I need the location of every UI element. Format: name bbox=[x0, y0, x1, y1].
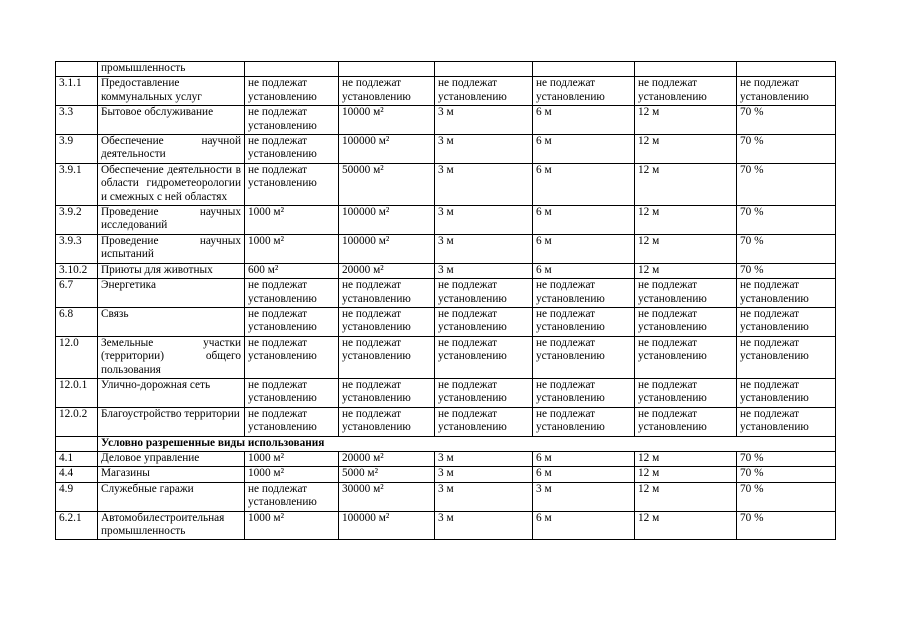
coverage-cell: не подлежат установлению bbox=[737, 378, 836, 407]
setback-cell: 6 м bbox=[533, 467, 635, 482]
height-cell: не подлежат установлению bbox=[635, 378, 737, 407]
value-cell bbox=[737, 62, 836, 77]
use-name-cell: Магазины bbox=[98, 467, 245, 482]
value-cell bbox=[435, 62, 533, 77]
height-cell: не подлежат установлению bbox=[635, 307, 737, 336]
max-area-cell: не подлежат установлению bbox=[339, 307, 435, 336]
height-cell: 12 м bbox=[635, 206, 737, 235]
value-cell bbox=[339, 62, 435, 77]
coverage-cell: 70 % bbox=[737, 482, 836, 511]
setback-cell: 6 м bbox=[533, 511, 635, 540]
max-area-cell: 20000 м² bbox=[339, 451, 435, 466]
coverage-cell: 70 % bbox=[737, 263, 836, 278]
use-name-cell: Благоустройство территории bbox=[98, 407, 245, 436]
coverage-cell: не подлежат установлению bbox=[737, 279, 836, 308]
setback-cell: не подлежат установлению bbox=[533, 407, 635, 436]
height-cell: не подлежат установлению bbox=[635, 77, 737, 106]
use-name-cell: Улично-дорожная сеть bbox=[98, 378, 245, 407]
setback-cell: не подлежат установлению bbox=[435, 378, 533, 407]
table-row bbox=[56, 106, 836, 135]
table-row bbox=[56, 451, 836, 466]
use-name-cell: промышленность bbox=[98, 62, 245, 77]
setback-cell: не подлежат установлению bbox=[533, 77, 635, 106]
use-name-cell: Предоставление коммунальных услуг bbox=[98, 77, 245, 106]
coverage-cell: 70 % bbox=[737, 511, 836, 540]
code-cell: 12.0.2 bbox=[56, 407, 98, 436]
use-name-cell: Энергетика bbox=[98, 279, 245, 308]
code-cell: 4.4 bbox=[56, 467, 98, 482]
value-cell bbox=[635, 62, 737, 77]
height-cell: не подлежат установлению bbox=[635, 407, 737, 436]
use-name-cell: Проведение научных исследований bbox=[98, 206, 245, 235]
value-cell bbox=[245, 62, 339, 77]
code-cell: 12.0.1 bbox=[56, 378, 98, 407]
height-cell: 12 м bbox=[635, 482, 737, 511]
code-cell: 12.0 bbox=[56, 336, 98, 378]
max-area-cell: 100000 м² bbox=[339, 135, 435, 164]
table-row bbox=[56, 511, 836, 540]
section-title: Условно разрешенные виды использования bbox=[98, 436, 836, 451]
table-row bbox=[56, 307, 836, 336]
table-row bbox=[56, 135, 836, 164]
setback-cell: не подлежат установлению bbox=[435, 279, 533, 308]
max-area-cell: 5000 м² bbox=[339, 467, 435, 482]
coverage-cell: 70 % bbox=[737, 135, 836, 164]
zoning-table-container bbox=[55, 61, 836, 540]
use-name-cell: Приюты для животных bbox=[98, 263, 245, 278]
max-area-cell: не подлежат установлению bbox=[339, 279, 435, 308]
section-code-cell bbox=[56, 436, 98, 451]
height-cell: 12 м bbox=[635, 163, 737, 205]
setback-cell: 3 м bbox=[435, 135, 533, 164]
setback-cell: 6 м bbox=[533, 163, 635, 205]
height-cell: 12 м bbox=[635, 234, 737, 263]
min-area-cell: не подлежат установлению bbox=[245, 135, 339, 164]
table-row bbox=[56, 279, 836, 308]
setback-cell: 6 м bbox=[533, 234, 635, 263]
max-area-cell: 30000 м² bbox=[339, 482, 435, 511]
table-row bbox=[56, 467, 836, 482]
setback-cell: не подлежат установлению bbox=[533, 336, 635, 378]
code-cell: 6.8 bbox=[56, 307, 98, 336]
min-area-cell: не подлежат установлению bbox=[245, 106, 339, 135]
setback-cell: не подлежат установлению bbox=[435, 307, 533, 336]
min-area-cell: 1000 м² bbox=[245, 451, 339, 466]
coverage-cell: 70 % bbox=[737, 451, 836, 466]
code-cell bbox=[56, 62, 98, 77]
min-area-cell: 1000 м² bbox=[245, 511, 339, 540]
table-row bbox=[56, 163, 836, 205]
use-name-cell: Служебные гаражи bbox=[98, 482, 245, 511]
setback-cell: 3 м bbox=[435, 206, 533, 235]
code-cell: 3.9 bbox=[56, 135, 98, 164]
max-area-cell: 100000 м² bbox=[339, 206, 435, 235]
coverage-cell: 70 % bbox=[737, 234, 836, 263]
setback-cell: не подлежат установлению bbox=[435, 407, 533, 436]
min-area-cell: 1000 м² bbox=[245, 467, 339, 482]
max-area-cell: 50000 м² bbox=[339, 163, 435, 205]
height-cell: не подлежат установлению bbox=[635, 336, 737, 378]
max-area-cell: не подлежат установлению bbox=[339, 77, 435, 106]
min-area-cell: 600 м² bbox=[245, 263, 339, 278]
use-name-cell: Обеспечение деятельности в области гидрометеорологии и смежных с ней областях bbox=[98, 163, 245, 205]
table-row bbox=[56, 206, 836, 235]
table-row bbox=[56, 234, 836, 263]
setback-cell: 6 м bbox=[533, 451, 635, 466]
code-cell: 3.9.2 bbox=[56, 206, 98, 235]
max-area-cell: 100000 м² bbox=[339, 234, 435, 263]
min-area-cell: не подлежат установлению bbox=[245, 482, 339, 511]
use-name-cell: Бытовое обслуживание bbox=[98, 106, 245, 135]
setback-cell: 3 м bbox=[533, 482, 635, 511]
setback-cell: 3 м bbox=[435, 467, 533, 482]
min-area-cell: не подлежат установлению bbox=[245, 77, 339, 106]
min-area-cell: не подлежат установлению bbox=[245, 307, 339, 336]
min-area-cell: не подлежат установлению bbox=[245, 378, 339, 407]
setback-cell: 3 м bbox=[435, 511, 533, 540]
code-cell: 3.3 bbox=[56, 106, 98, 135]
coverage-cell: 70 % bbox=[737, 467, 836, 482]
max-area-cell: не подлежат установлению bbox=[339, 407, 435, 436]
code-cell: 4.1 bbox=[56, 451, 98, 466]
height-cell: 12 м bbox=[635, 511, 737, 540]
code-cell: 3.1.1 bbox=[56, 77, 98, 106]
setback-cell: 3 м bbox=[435, 263, 533, 278]
height-cell: 12 м bbox=[635, 106, 737, 135]
min-area-cell: не подлежат установлению bbox=[245, 163, 339, 205]
setback-cell: не подлежат установлению bbox=[435, 336, 533, 378]
coverage-cell: 70 % bbox=[737, 163, 836, 205]
height-cell: 12 м bbox=[635, 135, 737, 164]
table-body bbox=[56, 62, 836, 540]
value-cell bbox=[533, 62, 635, 77]
table-row bbox=[56, 77, 836, 106]
coverage-cell: 70 % bbox=[737, 106, 836, 135]
table-row bbox=[56, 336, 836, 378]
min-area-cell: 1000 м² bbox=[245, 234, 339, 263]
code-cell: 6.7 bbox=[56, 279, 98, 308]
use-name-cell: Земельные участки (территории) общего пользования bbox=[98, 336, 245, 378]
code-cell: 4.9 bbox=[56, 482, 98, 511]
zoning-parameters-table bbox=[55, 61, 836, 540]
setback-cell: не подлежат установлению bbox=[533, 279, 635, 308]
use-name-cell: Проведение научных испытаний bbox=[98, 234, 245, 263]
max-area-cell: не подлежат установлению bbox=[339, 378, 435, 407]
table-row-continuation bbox=[56, 62, 836, 77]
section-header-row bbox=[56, 436, 836, 451]
use-name-cell: Связь bbox=[98, 307, 245, 336]
coverage-cell: не подлежат установлению bbox=[737, 407, 836, 436]
code-cell: 3.10.2 bbox=[56, 263, 98, 278]
setback-cell: не подлежат установлению bbox=[435, 77, 533, 106]
code-cell: 3.9.3 bbox=[56, 234, 98, 263]
coverage-cell: не подлежат установлению bbox=[737, 307, 836, 336]
setback-cell: 3 м bbox=[435, 163, 533, 205]
coverage-cell: 70 % bbox=[737, 206, 836, 235]
table-row bbox=[56, 378, 836, 407]
table-row bbox=[56, 482, 836, 511]
use-name-cell: Автомобилестроительная промышленность bbox=[98, 511, 245, 540]
coverage-cell: не подлежат установлению bbox=[737, 77, 836, 106]
min-area-cell: не подлежат установлению bbox=[245, 279, 339, 308]
table-row bbox=[56, 407, 836, 436]
setback-cell: 6 м bbox=[533, 106, 635, 135]
setback-cell: не подлежат установлению bbox=[533, 307, 635, 336]
code-cell: 6.2.1 bbox=[56, 511, 98, 540]
setback-cell: 3 м bbox=[435, 234, 533, 263]
min-area-cell: 1000 м² bbox=[245, 206, 339, 235]
height-cell: 12 м bbox=[635, 451, 737, 466]
height-cell: 12 м bbox=[635, 263, 737, 278]
coverage-cell: не подлежат установлению bbox=[737, 336, 836, 378]
table-row bbox=[56, 263, 836, 278]
height-cell: 12 м bbox=[635, 467, 737, 482]
setback-cell: 3 м bbox=[435, 482, 533, 511]
use-name-cell: Обеспечение научной деятельности bbox=[98, 135, 245, 164]
min-area-cell: не подлежат установлению bbox=[245, 407, 339, 436]
max-area-cell: 10000 м² bbox=[339, 106, 435, 135]
max-area-cell: 20000 м² bbox=[339, 263, 435, 278]
code-cell: 3.9.1 bbox=[56, 163, 98, 205]
setback-cell: не подлежат установлению bbox=[533, 378, 635, 407]
setback-cell: 3 м bbox=[435, 106, 533, 135]
setback-cell: 3 м bbox=[435, 451, 533, 466]
setback-cell: 6 м bbox=[533, 263, 635, 278]
height-cell: не подлежат установлению bbox=[635, 279, 737, 308]
use-name-cell: Деловое управление bbox=[98, 451, 245, 466]
min-area-cell: не подлежат установлению bbox=[245, 336, 339, 378]
max-area-cell: не подлежат установлению bbox=[339, 336, 435, 378]
max-area-cell: 100000 м² bbox=[339, 511, 435, 540]
setback-cell: 6 м bbox=[533, 135, 635, 164]
setback-cell: 6 м bbox=[533, 206, 635, 235]
